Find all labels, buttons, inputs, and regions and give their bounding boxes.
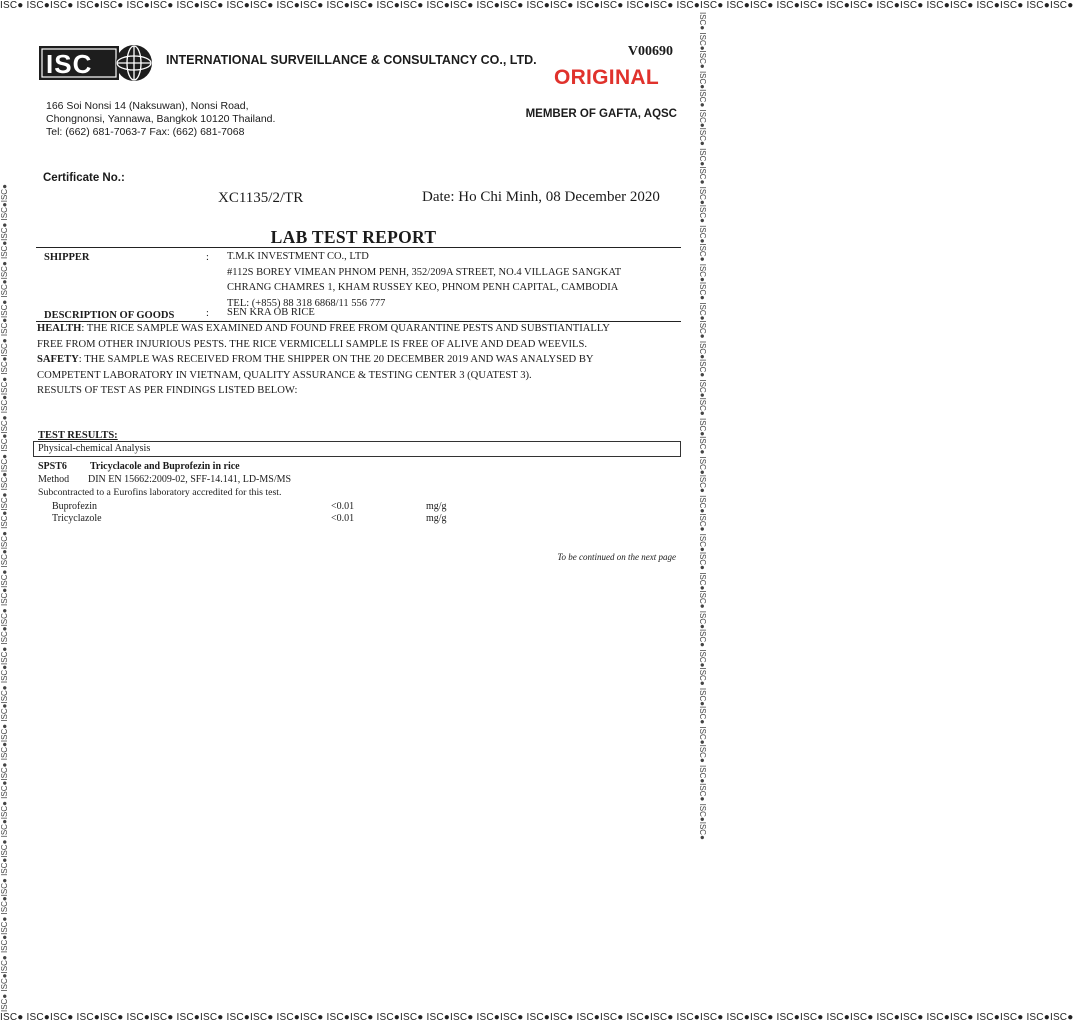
test-results-label: TEST RESULTS: — [38, 430, 118, 441]
address-line: 166 Soi Nonsi 14 (Naksuwan), Nonsi Road, — [46, 100, 249, 112]
address-line: Tel: (662) 681-7063-7 Fax: (662) 681-7068 — [46, 126, 245, 138]
continued-note: To be continued on the next page — [557, 552, 676, 562]
membership-text: MEMBER OF GAFTA, AQSC — [525, 108, 677, 120]
border-left — [0, 12, 10, 1012]
border-pattern-bottom: ISC● ISC●ISC● ISC●ISC● ISC●ISC● ISC●ISC● ISC●ISC● ISC●ISC● ISC●ISC● ISC●ISC● ISC●ISC● ISC●ISC● ISC●ISC● ISC●ISC● ISC●ISC● ISC●ISC● ISC●ISC● ISC●ISC● ISC●ISC● ISC●ISC● ISC●ISC● ISC●ISC● ISC●ISC● — [0, 1012, 1073, 1023]
company-name: INTERNATIONAL SURVEILLANCE & CONSULTANCY CO., LTD. — [166, 53, 537, 67]
colon: : — [206, 308, 209, 319]
result-value: <0.01 — [331, 513, 355, 524]
result-unit: mg/g — [426, 501, 447, 512]
result-unit: mg/g — [426, 513, 447, 524]
report-title: LAB TEST REPORT — [270, 227, 437, 247]
goods-label: DESCRIPTION OF GOODS — [44, 310, 175, 321]
colon: : — [206, 252, 209, 263]
certificate-number: XC1135/2/TR — [218, 190, 304, 206]
test-code: SPST6 — [38, 461, 67, 472]
original-stamp: ORIGINAL — [553, 66, 659, 89]
analysis-section-box: Physical-chemical Analysis — [33, 441, 681, 457]
health-text: FREE FROM OTHER INJURIOUS PESTS. THE RICE VERMICELLI SAMPLE IS FREE OF ALIVE AND DEAD WEEVILS. — [37, 338, 588, 350]
border-pattern-top: ISC● ISC●ISC● ISC●ISC● ISC●ISC● ISC●ISC● ISC●ISC● ISC●ISC● ISC●ISC● ISC●ISC● ISC●ISC● ISC●ISC● ISC●ISC● ISC●ISC● ISC●ISC● ISC●ISC● ISC●ISC● ISC●ISC● ISC●ISC● ISC●ISC● ISC●ISC● ISC●ISC● ISC●ISC● — [0, 0, 1073, 11]
shipper-line: CHRANG CHAMRES 1, KHAM RUSSEY KEO, PHNOM PENH CAPITAL, CAMBODIA — [227, 282, 619, 293]
goods-value: SEN KRA OB RICE — [227, 307, 315, 318]
border-right — [697, 12, 707, 1012]
shipper-line: TEL: (+855) 88 318 6868/11 556 777 — [227, 297, 386, 309]
method-label: Method — [38, 474, 70, 485]
shipper-label: SHIPPER — [44, 252, 90, 263]
shipper-line: #112S BOREY VIMEAN PHNOM PENH, 352/209A STREET, NO.4 VILLAGE SANGKAT — [227, 266, 622, 278]
certificate-code: V00690 — [627, 44, 673, 59]
safety-text: COMPETENT LABORATORY IN VIETNAM, QUALITY ASSURANCE & TESTING CENTER 3 (QUATEST 3). — [37, 369, 532, 381]
result-name: Buprofezin — [52, 501, 97, 512]
method-value: DIN EN 15662:2009-02, SFF-14.141, LD-MS/MS — [88, 474, 292, 485]
results-intro: RESULTS OF TEST AS PER FINDINGS LISTED BELOW: — [37, 385, 298, 396]
safety-label: SAFETY — [37, 354, 79, 365]
shipper-details — [227, 249, 621, 311]
shipper-line: T.M.K INVESTMENT CO., LTD — [227, 251, 369, 262]
health-statement — [37, 321, 677, 399]
company-address — [46, 100, 275, 139]
safety-text: : THE SAMPLE WAS RECEIVED FROM THE SHIPPER ON THE 20 DECEMBER 2019 AND WAS ANALYSED BY — [78, 354, 594, 365]
border-pattern-right: ISC● ISC●ISC● ISC●ISC● ISC●ISC● ISC●ISC● ISC●ISC● ISC●ISC● ISC●ISC● ISC●ISC● ISC●ISC● ISC●ISC● ISC●ISC● ISC●ISC● ISC●ISC● ISC●ISC● ISC●ISC● ISC●ISC● ISC●ISC● ISC●ISC● ISC●ISC● ISC●ISC● ISC●ISC● — [698, 12, 707, 840]
isc-logo — [38, 42, 156, 84]
svg-text:ISC: ISC — [46, 49, 93, 79]
health-label: HEALTH — [37, 323, 82, 334]
divider — [36, 247, 681, 248]
report-date: Date: Ho Chi Minh, 08 December 2020 — [422, 189, 660, 205]
result-value: <0.01 — [331, 501, 355, 512]
border-pattern-left: ISC● ISC●ISC● ISC●ISC● ISC●ISC● ISC●ISC● ISC●ISC● ISC●ISC● ISC●ISC● ISC●ISC● ISC●ISC● ISC●ISC● ISC●ISC● ISC●ISC● ISC●ISC● ISC●ISC● ISC●ISC● ISC●ISC● ISC●ISC● ISC●ISC● ISC●ISC● ISC●ISC● ISC●ISC● — [0, 184, 9, 1012]
test-name: Tricyclacole and Buprofezin in rice — [90, 461, 240, 472]
certificate-label: Certificate No.: — [43, 172, 125, 184]
health-text: : THE RICE SAMPLE WAS EXAMINED AND FOUND FREE FROM QUARANTINE PESTS AND SUBSTIANTIALLY — [81, 323, 610, 334]
address-line: Chongnonsi, Yannawa, Bangkok 10120 Thailand. — [46, 113, 276, 125]
subcontract-note: Subcontracted to a Eurofins laboratory accredited for this test. — [38, 487, 282, 498]
result-name: Tricyclazole — [52, 513, 102, 524]
